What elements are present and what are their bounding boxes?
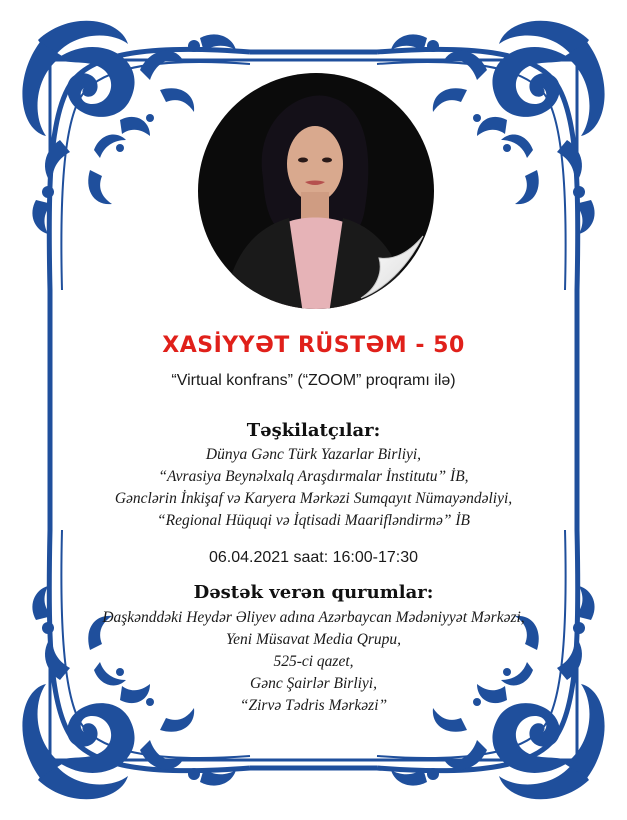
supporters-heading: Dəstək verən qurumlar: (193, 582, 434, 603)
supporter-item: Gənc Şairlər Birliyi, (250, 675, 377, 692)
supporter-item: Yeni Müsavat Media Qrupu, (225, 631, 402, 648)
event-title: XASİYYƏT RÜSTƏM - 50 (162, 333, 465, 358)
organizer-item: Dünya Gənc Türk Yazarlar Birliyi, (205, 446, 422, 463)
supporter-item: 525-ci qazet, (273, 653, 354, 670)
supporter-item: Daşkənddəki Heydər Əliyev adına Azərbaycan Mədəniyyət Mərkəzi, (102, 609, 525, 626)
organizers-list (60, 444, 567, 532)
organizer-item: Gənclərin İnkişaf və Karyera Mərkəzi Sumqayıt Nümayəndəliyi, (114, 490, 513, 507)
supporters-list (60, 607, 567, 717)
event-datetime: 06.04.2021 saat: 16:00-17:30 (208, 549, 419, 566)
event-subtitle: “Virtual konfrans” (“ZOOM” proqramı ilə) (171, 372, 456, 389)
organizer-item: “Avrasiya Beynəlxalq Araşdırmalar İnstitutu” İB, (158, 468, 469, 485)
organizer-item: “Regional Hüquqi və İqtisadi Maarifləndirmə” İB (157, 512, 470, 529)
organizers-heading: Təşkilatçılar: (246, 420, 381, 441)
portrait-photo (193, 68, 439, 314)
supporter-item: “Zirvə Tədris Mərkəzi” (239, 697, 388, 714)
